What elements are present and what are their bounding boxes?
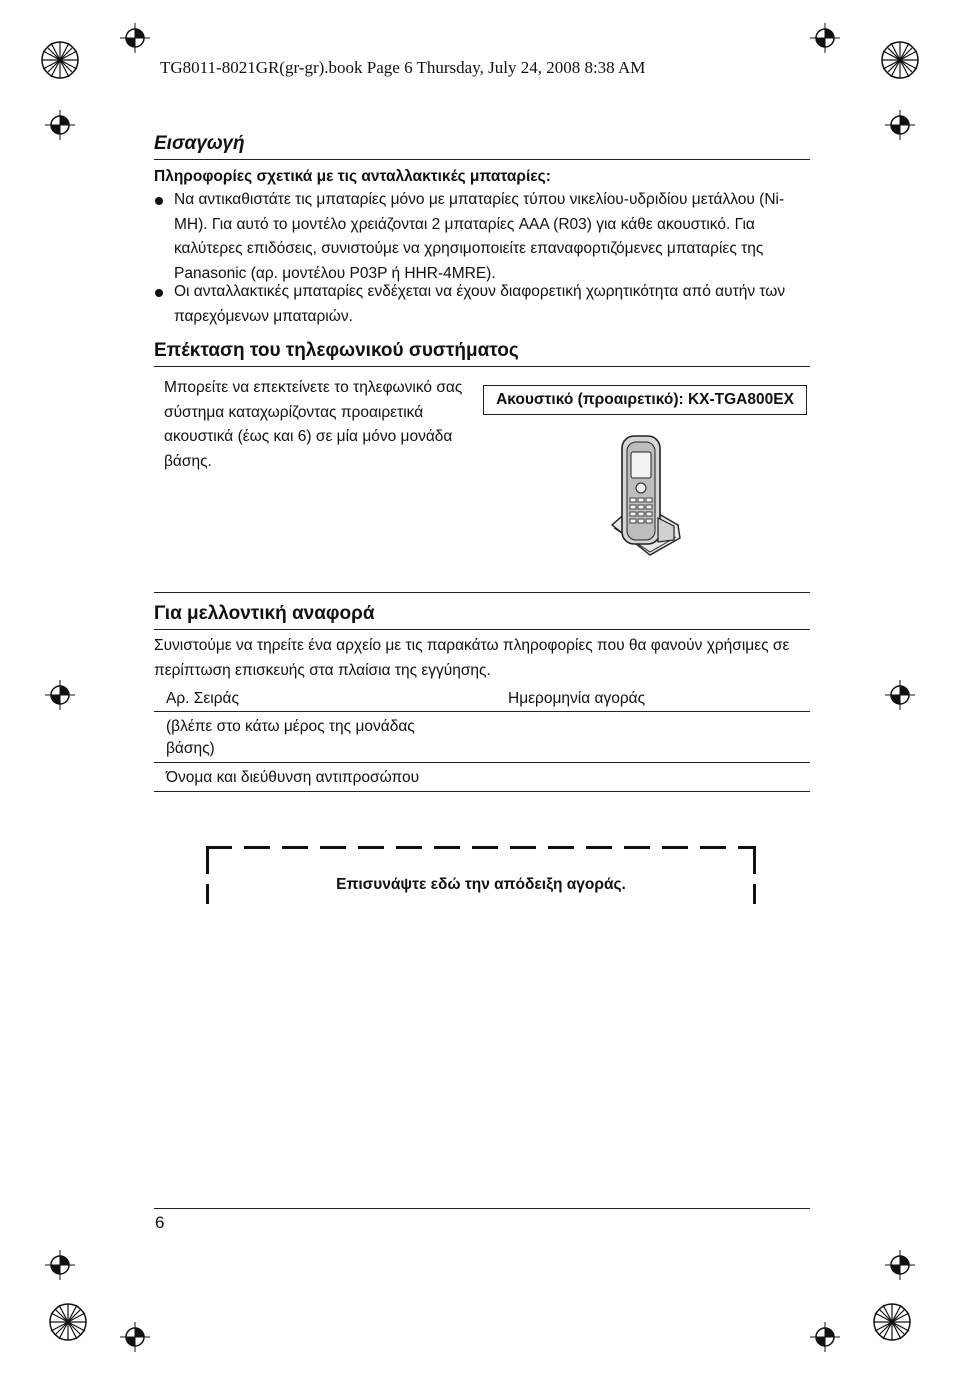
section-title: Εισαγωγή bbox=[154, 133, 245, 154]
handset-illustration bbox=[600, 430, 690, 560]
registration-mark-lower-right bbox=[885, 1250, 915, 1280]
future-top-rule bbox=[154, 592, 810, 593]
battery-bullet-1-text: Να αντικαθιστάτε τις μπαταρίες μόνο με μπαταρίες τύπου νικελίου-υδριδίου μετάλλου (Ni-MH). Για αυτό το μοντέλο χρειάζονται 2 μπαταρίες AAA (R03) για κάθε ακουστικό. Για καλύτερες επιδόσεις, συνιστούμε να χρησιμοποιείτε επαναφορτιζόμενες μπαταρίες της Panasonic (αρ. μοντέλου P03P ή HHR-4MRE). bbox=[174, 191, 785, 282]
bullet-icon bbox=[155, 289, 163, 297]
dealer-label: Όνομα και διεύθυνση αντιπροσώπου bbox=[166, 769, 420, 786]
batteries-heading: Πληροφορίες σχετικά με τις ανταλλακτικές μπαταρίες: bbox=[154, 168, 551, 185]
expansion-rule bbox=[154, 366, 810, 367]
registration-mark-bottom-right bbox=[810, 1322, 840, 1352]
registration-mark-top-left bbox=[120, 23, 150, 53]
serial-number-label: Αρ. Σειράς bbox=[166, 690, 239, 707]
page-number: 6 bbox=[155, 1213, 165, 1232]
form-rule-3 bbox=[154, 791, 810, 792]
receipt-attach-text: Επισυνάψτε εδώ την απόδειξη αγοράς. bbox=[336, 876, 626, 893]
purchase-date-label: Ημερομηνία αγοράς bbox=[508, 690, 646, 707]
battery-bullet-2 bbox=[155, 280, 815, 329]
optional-handset-label: Ακουστικό (προαιρετικό): KX-TGA800EX bbox=[483, 385, 807, 415]
battery-bullet-1 bbox=[155, 188, 815, 286]
book-info-line: TG8011-8021GR(gr-gr).book Page 6 Thursday, July 24, 2008 8:38 AM bbox=[160, 58, 646, 77]
color-target-top-right bbox=[880, 40, 920, 80]
registration-mark-upper-right bbox=[885, 110, 915, 140]
expansion-text: Μπορείτε να επεκτείνετε το τηλεφωνικό σας σύστημα καταχωρίζοντας προαιρετικά ακουστικά (έως και 6) σε μία μόνο μονάδα βάσης. bbox=[164, 379, 463, 470]
registration-mark-top-right bbox=[810, 23, 840, 53]
footer-rule bbox=[154, 1208, 810, 1209]
future-heading: Για μελλοντική αναφορά bbox=[154, 603, 375, 624]
form-rule-2 bbox=[154, 762, 810, 763]
expansion-heading: Επέκταση του τηλεφωνικού συστήματος bbox=[154, 340, 519, 361]
registration-mark-middle-right bbox=[885, 680, 915, 710]
future-text: Συνιστούμε να τηρείτε ένα αρχείο με τις παρακάτω πληροφορίες που θα φανούν χρήσιμες σε περίπτωση επισκευής στα πλαίσια της εγγύησης. bbox=[154, 637, 790, 679]
color-target-bottom-right bbox=[872, 1302, 912, 1342]
registration-mark-middle-left bbox=[45, 680, 75, 710]
serial-number-note: (βλέπε στο κάτω μέρος της μονάδας βάσης) bbox=[166, 718, 415, 757]
registration-mark-lower-left bbox=[45, 1250, 75, 1280]
battery-bullet-2-text: Οι ανταλλακτικές μπαταρίες ενδέχεται να έχουν διαφορετική χωρητικότητα από αυτήν των παρεχόμενων μπαταριών. bbox=[174, 283, 786, 325]
section-title-rule bbox=[154, 159, 810, 160]
registration-mark-upper-left bbox=[45, 110, 75, 140]
registration-mark-bottom-left bbox=[120, 1322, 150, 1352]
form-rule-1 bbox=[154, 711, 810, 712]
color-target-bottom-left bbox=[48, 1302, 88, 1342]
bullet-icon bbox=[155, 197, 163, 205]
color-target-top-left bbox=[40, 40, 80, 80]
future-heading-rule bbox=[154, 629, 810, 630]
